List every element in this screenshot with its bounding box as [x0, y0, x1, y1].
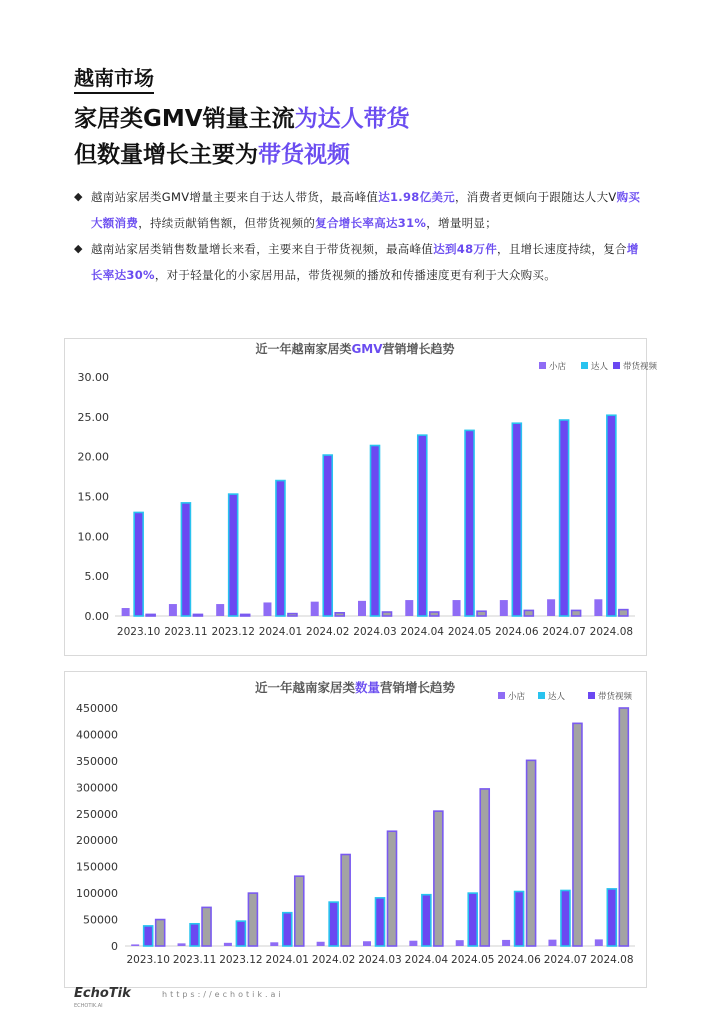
bar-video — [202, 907, 211, 946]
bar-video — [335, 613, 344, 616]
bullet-segment: 越南站家居类GMV增量主要来自于达人带货，最高峰值 — [91, 190, 379, 204]
legend-swatch — [588, 692, 595, 699]
bar-influencer — [418, 435, 427, 616]
bar-influencer — [283, 913, 292, 946]
chart-title-suffix: 营销增长趋势 — [380, 680, 456, 695]
bullet-item — [74, 184, 644, 236]
x-tick-label: 2024.08 — [589, 626, 634, 638]
bullet-highlight: 购买大额消费 — [91, 190, 641, 230]
bar-video — [480, 789, 489, 946]
y-tick-label: 150000 — [76, 860, 118, 874]
bullet-segment: ，消费者更倾向于跟随达人大V — [454, 190, 617, 204]
x-tick-label: 2024.07 — [542, 626, 586, 638]
bar-influencer — [190, 924, 199, 946]
x-tick-label: 2024.06 — [497, 954, 541, 966]
bar-influencer — [329, 902, 338, 946]
bullet-list — [74, 184, 644, 288]
bar-influencer — [465, 430, 474, 616]
bar-video — [146, 614, 155, 616]
y-tick-label: 450000 — [76, 702, 118, 715]
diamond-bullet-icon: ◆ — [74, 190, 83, 203]
x-tick-label: 2023.11 — [172, 954, 217, 966]
bar-shop — [317, 942, 325, 946]
bullet-segment: ，且增长速度持续，复合 — [497, 242, 627, 256]
bar-video — [193, 614, 202, 616]
y-tick-label: 50000 — [83, 913, 118, 927]
bar-video — [527, 760, 536, 946]
x-tick-label: 2023.10 — [126, 954, 170, 966]
headline-2-accent: 带货视频 — [258, 142, 350, 168]
y-tick-label: 250000 — [76, 807, 118, 821]
x-tick-label: 2024.01 — [258, 626, 303, 638]
bullet-highlight: 增长率达30% — [91, 242, 639, 282]
y-tick-label: 20.00 — [77, 450, 109, 464]
chart-title — [255, 680, 456, 695]
bullet-text — [91, 242, 639, 282]
section-title: 越南市场 — [74, 66, 154, 94]
legend-swatch — [498, 692, 505, 699]
bullet-segment: 越南站家居类销售数量增长来看，主要来自于带货视频，最高峰值 — [91, 242, 434, 256]
chart-title — [255, 341, 454, 356]
bar-influencer — [134, 512, 143, 616]
bar-video — [477, 611, 486, 616]
x-tick-label: 2023.10 — [116, 626, 161, 638]
bar-influencer — [560, 420, 569, 616]
y-tick-label: 10.00 — [77, 530, 109, 544]
x-tick-label: 2024.03 — [358, 954, 402, 966]
bar-shop — [453, 600, 461, 616]
bar-influencer — [144, 926, 153, 946]
bar-influencer — [561, 890, 570, 946]
bar-video — [619, 708, 628, 946]
headline-1-prefix: 家居类GMV销量主流 — [74, 106, 295, 132]
bar-shop — [178, 943, 186, 946]
bullet-item — [74, 236, 644, 288]
quantity-chart-svg — [65, 672, 646, 987]
legend-swatch — [539, 362, 546, 369]
bar-shop — [169, 604, 177, 616]
bar-video — [388, 831, 397, 946]
bar-shop — [456, 940, 464, 946]
y-tick-label: 25.00 — [77, 410, 109, 424]
y-tick-label: 400000 — [76, 728, 118, 742]
bar-video — [288, 614, 297, 616]
headline-line-1 — [74, 104, 410, 134]
bar-shop — [131, 944, 139, 946]
x-tick-label: 2024.04 — [400, 626, 444, 638]
y-tick-label: 300000 — [76, 781, 118, 795]
x-tick-label: 2024.05 — [447, 626, 492, 638]
legend-label: 带货视频 — [623, 362, 658, 372]
bar-video — [241, 614, 250, 616]
x-tick-label: 2024.05 — [451, 954, 495, 966]
chart-title-suffix: 营销增长趋势 — [382, 342, 455, 356]
bullet-segment: ，增量明显； — [426, 216, 498, 230]
legend-swatch — [538, 692, 545, 699]
y-tick-label: 350000 — [76, 754, 118, 768]
legend-swatch — [581, 362, 588, 369]
x-tick-label: 2023.11 — [164, 626, 208, 638]
diamond-bullet-icon: ◆ — [74, 242, 83, 255]
echotik-logo-subtext: ECHOTIK.AI — [74, 1003, 103, 1009]
bar-shop — [311, 602, 319, 616]
headline-line-2 — [74, 140, 350, 170]
chart-title-accent: GMV — [351, 342, 383, 356]
x-tick-label: 2023.12 — [211, 626, 255, 638]
bar-video — [430, 612, 439, 616]
y-tick-label: 15.00 — [77, 490, 109, 504]
legend-swatch — [613, 362, 620, 369]
y-tick-label: 30.00 — [77, 371, 109, 384]
bar-influencer — [607, 889, 616, 946]
bar-video — [619, 610, 628, 616]
bullet-highlight: 达到48万件 — [433, 242, 498, 256]
legend-label: 达人 — [591, 362, 609, 372]
x-tick-label: 2024.06 — [495, 626, 539, 638]
bar-shop — [594, 599, 602, 616]
bullet-text — [91, 190, 640, 230]
gmv-chart-svg — [65, 339, 658, 655]
bar-video — [295, 876, 304, 946]
y-tick-label: 0 — [111, 940, 118, 953]
bar-influencer — [181, 503, 190, 616]
x-tick-label: 2024.08 — [590, 954, 634, 966]
bar-influencer — [515, 892, 524, 946]
gmv-chart — [64, 338, 658, 656]
x-tick-label: 2024.07 — [543, 954, 588, 966]
legend-label: 达人 — [548, 692, 566, 702]
quantity-chart — [64, 671, 647, 988]
bar-shop — [409, 941, 417, 946]
bar-video — [248, 893, 257, 946]
bullet-segment: ，对于轻量化的小家居用品，带货视频的播放和传播速度更有利于大众购买。 — [154, 268, 557, 282]
x-tick-label: 2024.03 — [353, 626, 397, 638]
x-tick-label: 2023.12 — [219, 954, 263, 966]
y-tick-label: 5.00 — [84, 570, 109, 584]
bullet-highlight: 达1.98亿美元 — [378, 190, 455, 204]
footer-url-link[interactable]: https://echotik.ai — [162, 990, 284, 999]
x-tick-label: 2024.02 — [306, 626, 350, 638]
bar-influencer — [371, 446, 380, 616]
bar-influencer — [512, 423, 521, 616]
legend-label: 小店 — [549, 362, 567, 372]
bar-influencer — [236, 921, 245, 946]
bar-influencer — [276, 481, 285, 616]
bar-shop — [263, 602, 271, 616]
bar-influencer — [323, 455, 332, 616]
legend-label: 带货视频 — [598, 692, 633, 702]
bar-shop — [224, 943, 232, 946]
bar-video — [341, 855, 350, 946]
bullet-highlight: 复合增长率高达31% — [315, 216, 427, 230]
bar-shop — [358, 601, 366, 616]
bar-video — [383, 612, 392, 616]
chart-title-prefix: 近一年越南家居类 — [254, 680, 355, 695]
bar-influencer — [376, 898, 385, 946]
headline-1-accent: 为达人带货 — [294, 106, 410, 132]
bar-influencer — [607, 415, 616, 616]
headline-2-prefix: 但数量增长主要为 — [74, 142, 258, 168]
bar-shop — [363, 941, 371, 946]
y-tick-label: 100000 — [76, 887, 118, 901]
bar-influencer — [422, 895, 431, 946]
bar-video — [434, 811, 443, 946]
bar-influencer — [229, 494, 238, 616]
y-tick-label: 0.00 — [84, 610, 109, 623]
bar-shop — [216, 604, 224, 616]
bar-shop — [502, 940, 510, 946]
echotik-logo: EchoTik — [74, 986, 131, 1001]
bar-shop — [500, 600, 508, 616]
bar-shop — [547, 599, 555, 616]
bar-shop — [405, 600, 413, 616]
bar-video — [573, 723, 582, 946]
x-tick-label: 2024.02 — [311, 954, 356, 966]
bar-shop — [595, 939, 603, 946]
bullet-segment: ，持续贡献销售额，但带货视频的 — [138, 216, 316, 230]
bar-video — [524, 610, 533, 616]
chart-title-accent: 数量 — [354, 680, 381, 695]
bar-shop — [548, 940, 556, 946]
chart-title-prefix: 近一年越南家居类 — [255, 342, 352, 356]
bar-influencer — [468, 893, 477, 946]
y-tick-label: 200000 — [76, 834, 118, 848]
bar-shop — [270, 942, 278, 946]
bar-video — [156, 920, 165, 946]
legend-label: 小店 — [508, 692, 526, 702]
x-tick-label: 2024.01 — [265, 954, 309, 966]
x-tick-label: 2024.04 — [404, 954, 449, 966]
bar-video — [572, 610, 581, 616]
bar-shop — [122, 608, 130, 616]
